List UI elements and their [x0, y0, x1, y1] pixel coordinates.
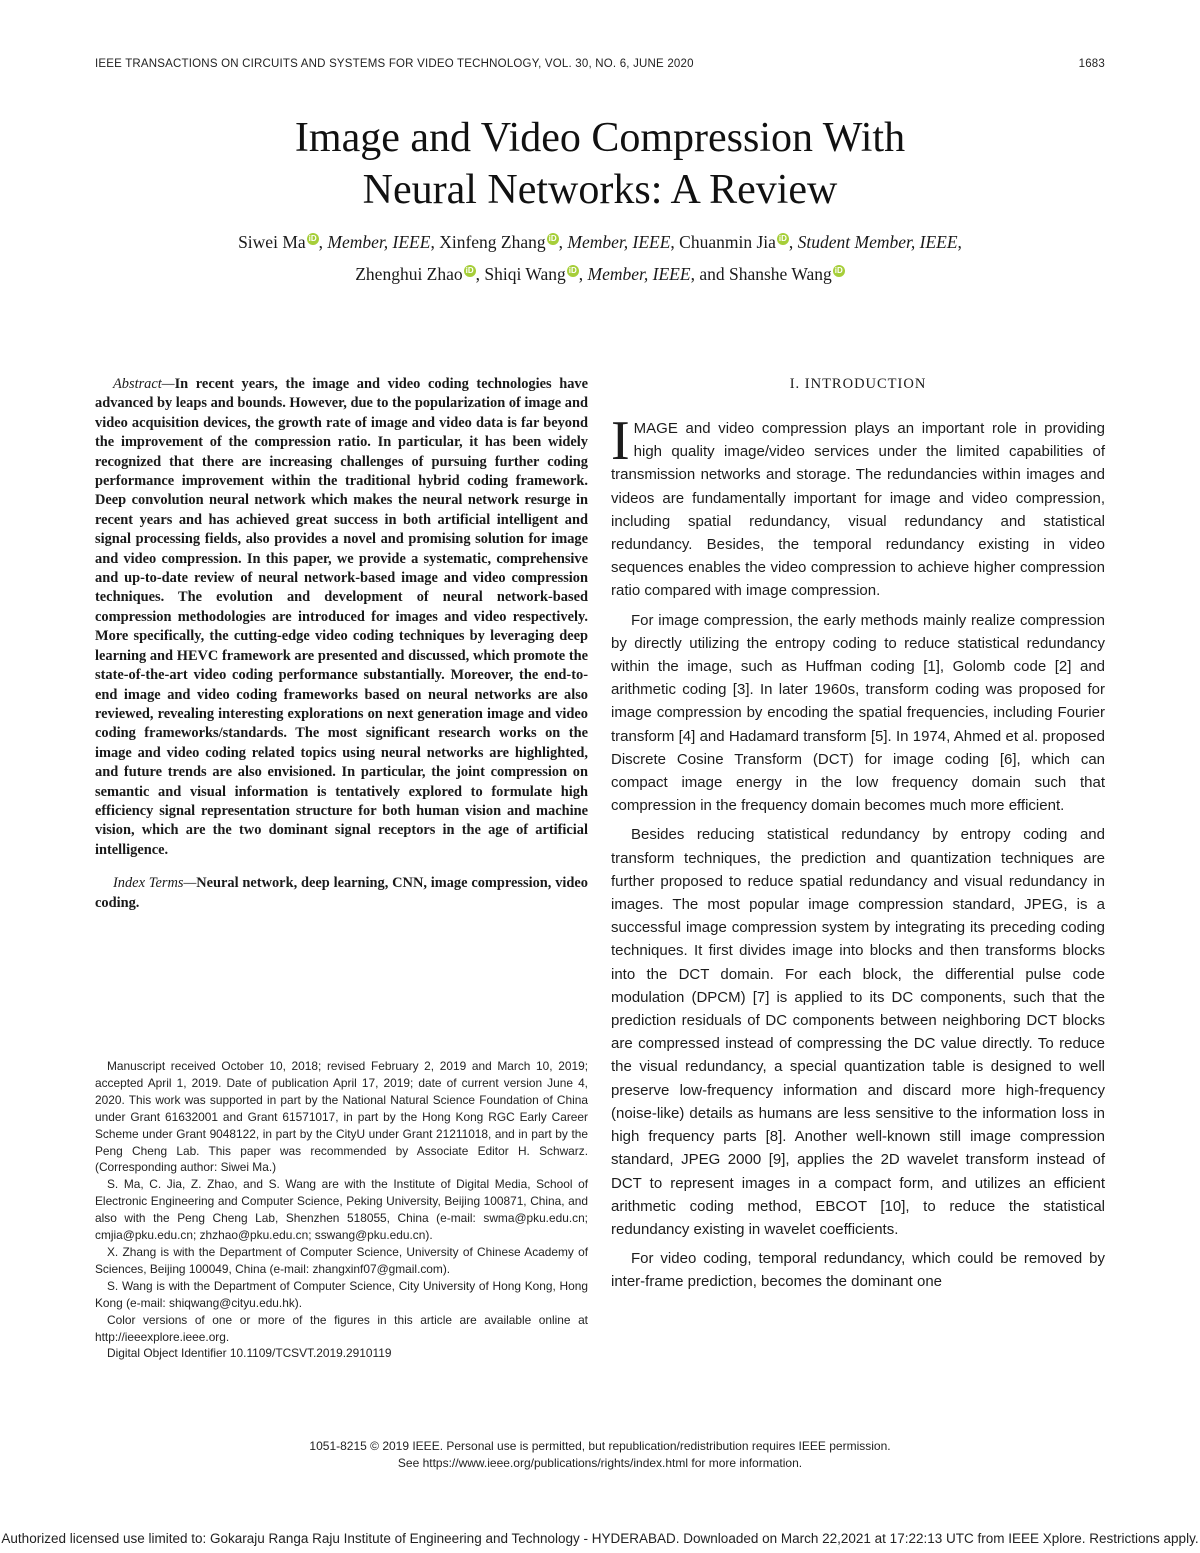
footnote-affiliation: X. Zhang is with the Department of Computer Science, University of Chinese Academy of Sciences, Beijing 100049, China (e-mail: zhangxinf07@gmail.com).	[95, 1244, 588, 1276]
author-name: Zhenghui Zhao	[355, 264, 463, 284]
author-membership: Member, IEEE	[567, 232, 671, 252]
index-terms-label: Index Terms	[113, 875, 184, 892]
paragraph: For image compression, the early methods mainly realize compression by directly utilizing the entropy coding to reduce statistical redundancy within the image, such as Huffman coding [1], Golomb code [2] and arithmetic coding [3]. In later 1960s, transform coding was proposed for image compression by encoding the spatial frequencies, including Fourier transform [4] and Hadamard transform [5]. In 1974, Ahmed et al. proposed Discrete Cosine Transform (DCT) for image coding [6], which can compact image energy in the low frequency domain such that compression in the frequency domain becomes much more efficient.	[611, 611, 1105, 815]
author-name: Shanshe Wang	[728, 264, 832, 284]
copyright-line-2: See https://www.ieee.org/publications/rights/index.html for more information.	[397, 1456, 803, 1470]
author-membership: Member, IEEE	[587, 264, 691, 284]
page-number: 1683	[1078, 58, 1105, 70]
footnote-color-note: Color versions of one or more of the figures in this article are available online at http://ieeexplore.ieee.org.	[95, 1312, 588, 1344]
abstract: Abstract—In recent years, the image and video coding technologies have advanced by leaps and bounds. However, due to the popularization of image and video acquisition devices, the growth rate of image and video data is far beyond the improvement of the compression ratio. In particular, it has been widely recognized that there are increasing challenges of pursuing further coding performance improvement within the traditional hybrid coding framework. Deep convolution neural network which makes the neural network resurge in recent years and has achieved great success in both artificial intelligent and signal processing fields, also provides a novel and promising solution for image and video compression. In this paper, we provide a systematic, comprehensive and up-to-date review of neural network-based image and video compression techniques. The evolution and development of neural network-based compression methodologies are introduced for images and video respectively. More specifically, the cutting-edge video coding techniques by leveraging deep learning and HEVC framework are presented and discussed, which promote the state-of-the-art video coding performance substantially. Moreover, the end-to-end image and video coding frameworks based on neural networks are also reviewed, revealing interesting explorations on next generation image and video coding frameworks/standards. The most significant research works on the image and video coding related topics using neural networks are highlighted, and future trends are also envisioned. In particular, the joint compression on semantic and visual information is tentatively explored to formulate high efficiency signal representation structure for both human vision and machine vision, which are the two dominant signal receptors in the age of artificial intelligence.	[95, 376, 588, 858]
author-membership: Member, IEEE	[327, 232, 431, 252]
paragraph: Besides reducing statistical redundancy by entropy coding and transform techniques, the prediction and quantization techniques are further proposed to reduce spatial redundancy and visual redundancy in images. The most popular image compression standard, JPEG, is a successful image compression system by integrating its preceding coding techniques. It first divides image into blocks and then transforms blocks into the DCT domain. For each block, the differential pulse code modulation (DPCM) [7] is applied to its DC components, such that the prediction residuals of DC components between neighboring DCT blocks are compressed instead of compressing the DC value directly. To reduce the visual redundancy, a special quantization table is designed to well preserve low-frequency information and discard more high-frequency (noise-like) details as humans are less sensitive to the information loss in high frequency parts [8]. Another well-known still image compression standard, JPEG 2000 [9], applies the 2D wavelet transform instead of DCT to represent images in a compact form, and utilizes an efficient arithmetic coding method, EBCOT [10], to reduce the statistical redundancy existing in wavelet coefficients.	[611, 826, 1105, 1238]
abstract-label: Abstract	[113, 376, 162, 392]
section-heading: I. INTRODUCTION	[789, 376, 927, 392]
author-name: Shiqi Wang	[484, 264, 566, 284]
abstract-text: In recent years, the image and video coding technologies have advanced by leaps and bounds. However, due to the popularization of image and video acquisition devices, the growth rate of image and video data is far beyond the improvement of the compression ratio. In particular, it has been widely recognized that there are increasing challenges of pursuing further coding performance improvement within the traditional hybrid coding framework. Deep convolution neural network which makes the neural network resurge in recent years and has achieved great success in both artificial intelligent and signal processing fields, also provides a novel and promising solution for image and video compression. In this paper, we provide a systematic, comprehensive and up-to-date review of neural network-based image and video compression techniques. The evolution and development of neural network-based compression methodologies are introduced for images and video respectively. More specifically, the cutting-edge video coding techniques by leveraging deep learning and HEVC framework are presented and discussed, which promote the state-of-the-art video coding performance substantially. Moreover, the end-to-end image and video coding frameworks based on neural networks are also reviewed, revealing interesting explorations on next generation image and video coding frameworks/standards. The most significant research works on the image and video coding related topics using neural networks are highlighted, and future trends are also envisioned. In particular, the joint compression on semantic and visual information is tentatively explored to formulate high efficiency signal representation structure for both human vision and machine vision, which are the two dominant signal receptors in the age of artificial intelligence.	[95, 376, 588, 858]
copyright-notice	[95, 1438, 1105, 1472]
footnote-manuscript: Manuscript received October 10, 2018; revised February 2, 2019 and March 10, 2019; accepted April 1, 2019. Date of publication April 17, 2019; date of current version June 4, 2020. This work was supported in part by the National Natural Science Foundation of China under Grant 61632001 and Grant 61571017, in part by the Hong Kong RGC Early Career Scheme under Grant 9048122, in part by the CityU under Grant 21211018, and in part by the Peng Cheng Lab. This paper was recommended by Associate Editor H. Schwarz. (Corresponding author: Siwei Ma.)	[95, 1059, 588, 1175]
author-name: Siwei Ma	[238, 232, 306, 252]
copyright-line-1: 1051-8215 © 2019 IEEE. Personal use is permitted, but republication/redistribution requires IEEE permission.	[309, 1439, 891, 1453]
right-column	[611, 375, 1105, 1294]
orcid-icon[interactable]: iD	[308, 234, 317, 244]
download-notice: Authorized licensed use limited to: Gokaraju Ranga Raju Institute of Engineering and Technology - HYDERABAD. Downloaded on March 22,2021 at 17:22:13 UTC from IEEE Xplore. Restrictions apply.	[1, 1531, 1199, 1546]
journal-name: IEEE TRANSACTIONS ON CIRCUITS AND SYSTEMS FOR VIDEO TECHNOLOGY, VOL. 30, NO. 6, JUNE 2020	[95, 58, 694, 70]
index-terms-text: Neural network, deep learning, CNN, image compression, video coding.	[95, 875, 588, 911]
author-conjunction: and	[699, 264, 725, 284]
orcid-icon[interactable]: iD	[548, 234, 557, 244]
title-line-1: Image and Video Compression With	[294, 115, 906, 161]
author-line-2: Zhenghui Zhao iD , Shiqi Wang iD , Member, IEEE, and Shanshe Wang iD	[355, 264, 843, 284]
author-name: Chuanmin Jia	[679, 232, 776, 252]
footnotes	[95, 1058, 588, 1362]
orcid-icon[interactable]: iD	[568, 266, 577, 276]
introduction-body	[611, 410, 1105, 1294]
author-name: Xinfeng Zhang	[439, 232, 546, 252]
author-line-1: Siwei Ma iD , Member, IEEE, Xinfeng Zhang iD , Member, IEEE, Chuanmin Jia iD , Student Member, IEEE,	[238, 232, 962, 252]
paper-title	[95, 112, 1105, 216]
drop-cap: I	[611, 410, 630, 472]
left-column	[95, 375, 588, 913]
orcid-icon[interactable]: iD	[778, 234, 787, 244]
footnote-doi: Digital Object Identifier 10.1109/TCSVT.2019.2910119	[107, 1346, 392, 1361]
paragraph: IMAGE and video compression plays an important role in providing high quality image/video services under the limited capabilities of transmission networks and storage. The redundancies within images and videos are fundamentally important for image and video compression, including spatial redundancy, visual redundancy and statistical redundancy. Besides, the temporal redundancy existing in video sequences enables the video compression to achieve higher compression ratio compared with image compression.	[611, 410, 1105, 600]
footnote-affiliation: S. Wang is with the Department of Computer Science, City University of Hong Kong, Hong Kong (e-mail: shiqwang@cityu.edu.hk).	[95, 1278, 588, 1310]
index-terms: Index Terms—Neural network, deep learning, CNN, image compression, video coding.	[95, 875, 588, 911]
orcid-icon[interactable]: iD	[465, 266, 474, 276]
paragraph: For video coding, temporal redundancy, which could be removed by inter-frame prediction, becomes the dominant one	[611, 1250, 1105, 1291]
running-header	[95, 58, 1105, 78]
author-list	[95, 226, 1105, 290]
footnote-affiliation: S. Ma, C. Jia, Z. Zhao, and S. Wang are with the Institute of Digital Media, School of Electronic Engineering and Computer Science, Peking University, Beijing 100871, China, and also with the Peng Cheng Lab, Shenzhen 518055, China (e-mail: swma@pku.edu.cn; cmjia@pku.edu.cn; zhzhao@pku.edu.cn; sswang@pku.edu.cn).	[95, 1177, 588, 1243]
author-membership: Student Member, IEEE	[797, 232, 958, 252]
orcid-icon[interactable]: iD	[834, 266, 843, 276]
title-line-2: Neural Networks: A Review	[362, 167, 838, 213]
